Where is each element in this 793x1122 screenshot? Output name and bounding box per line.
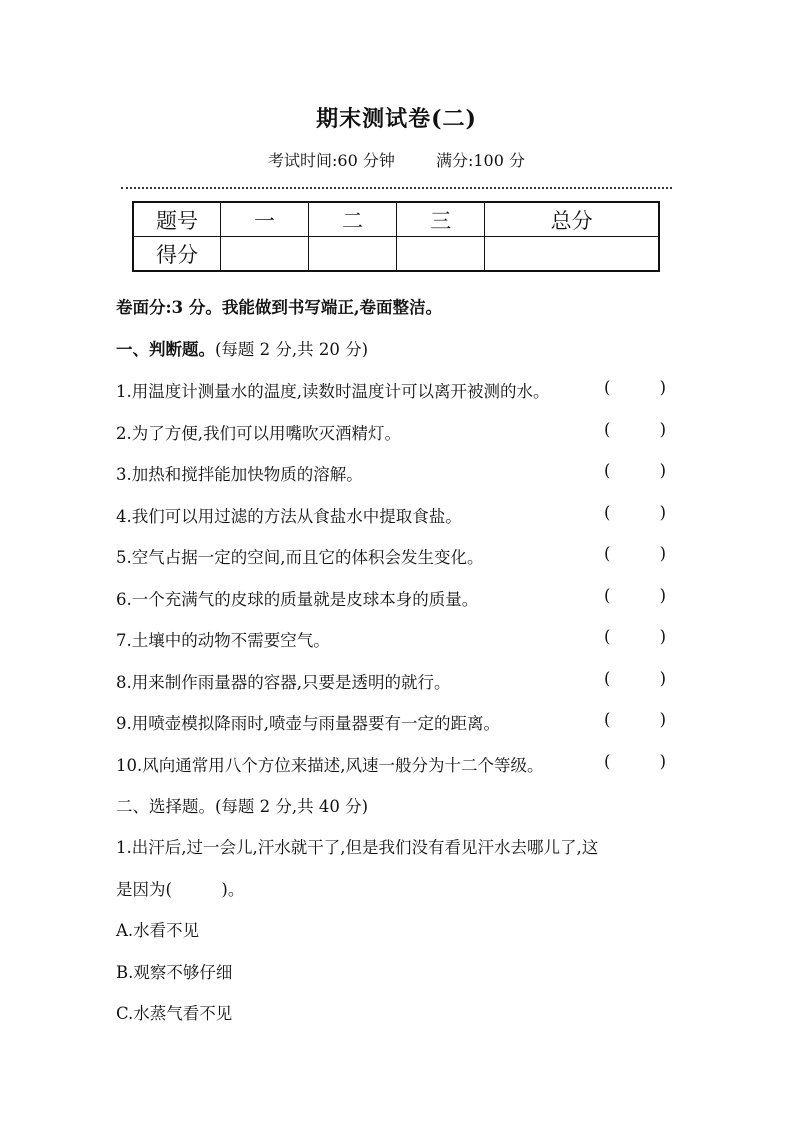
paren-open: ( [604,627,611,646]
neatness-note: 卷面分:3 分。我能做到书写端正,卷面整洁。 [116,298,443,317]
paren-open: ( [604,420,611,439]
exam-title: 期末测试卷(二) [316,106,477,132]
choice-question-line: 是因为( )。 [116,880,245,899]
paren-open: ( [604,586,611,605]
section1-heading-rest: (每题 2 分,共 20 分) [215,340,369,359]
answer-paren[interactable] [604,669,666,688]
score-table-score-row [133,237,659,272]
paren-close: ) [659,461,666,480]
exam-full-score: 满分:100 分 [435,151,525,170]
exam-time: 考试时间:60 分钟 [268,151,395,170]
score-row-label: 得分 [133,237,221,272]
paren-close: ) [659,752,666,771]
score-header-cell: 三 [397,202,485,237]
judge-item: 8.用来制作雨量器的容器,只要是透明的就行。 [116,673,451,692]
paren-open: ( [604,544,611,563]
choice-option: A.水看不见 [116,921,200,940]
paren-open: ( [604,710,611,729]
answer-paren[interactable] [604,378,666,397]
paren-open: ( [604,752,611,771]
paren-close: ) [659,378,666,397]
judge-item: 4.我们可以用过滤的方法从食盐水中提取食盐。 [116,507,462,526]
judge-item: 7.土壤中的动物不需要空气。 [116,631,330,650]
answer-paren[interactable] [604,627,666,646]
judge-item: 3.加热和搅拌能加快物质的溶解。 [116,465,363,484]
section1-heading-bold: 一、判断题。 [116,340,215,359]
choice-option: C.水蒸气看不见 [116,1004,233,1023]
score-input-cell[interactable] [221,237,309,272]
score-header-cell: 二 [309,202,397,237]
judge-item: 10.风向通常用八个方位来描述,风速一般分为十二个等级。 [116,756,544,775]
section2-heading: 二、选择题。(每题 2 分,共 40 分) [116,797,369,816]
section1-heading [116,336,368,360]
judge-item: 2.为了方便,我们可以用嘴吹灭酒精灯。 [116,424,401,443]
paren-close: ) [659,503,666,522]
judge-item: 5.空气占据一定的空间,而且它的体积会发生变化。 [116,548,484,567]
answer-paren[interactable] [604,752,666,771]
exam-meta [0,148,793,171]
answer-paren[interactable] [604,586,666,605]
paren-open: ( [604,378,611,397]
answer-paren[interactable] [604,544,666,563]
paren-close: ) [659,544,666,563]
paren-open: ( [604,461,611,480]
judge-item: 6.一个充满气的皮球的质量就是皮球本身的质量。 [116,590,479,609]
score-input-cell[interactable] [309,237,397,272]
judge-item: 9.用喷壶模拟降雨时,喷壶与雨量器要有一定的距离。 [116,714,500,733]
paren-close: ) [659,710,666,729]
paren-close: ) [659,586,666,605]
score-header-cell: 总分 [485,202,659,237]
choice-option: B.观察不够仔细 [116,963,233,982]
answer-paren[interactable] [604,503,666,522]
answer-paren[interactable] [604,461,666,480]
score-table [132,201,660,272]
judge-item: 1.用温度计测量水的温度,读数时温度计可以离开被测的水。 [116,382,550,401]
score-input-cell[interactable] [397,237,485,272]
paren-close: ) [659,420,666,439]
score-table-header-row [133,202,659,237]
paren-close: ) [659,627,666,646]
choice-question-line: 1.出汗后,过一会儿,汗水就干了,但是我们没有看见汗水去哪儿了,这 [116,838,599,857]
paren-close: ) [659,669,666,688]
score-header-cell: 一 [221,202,309,237]
answer-paren[interactable] [604,420,666,439]
score-input-cell[interactable] [485,237,659,272]
answer-paren[interactable] [604,710,666,729]
paren-open: ( [604,503,611,522]
paren-open: ( [604,669,611,688]
score-header-cell: 题号 [133,202,221,237]
dotted-divider [121,187,672,189]
